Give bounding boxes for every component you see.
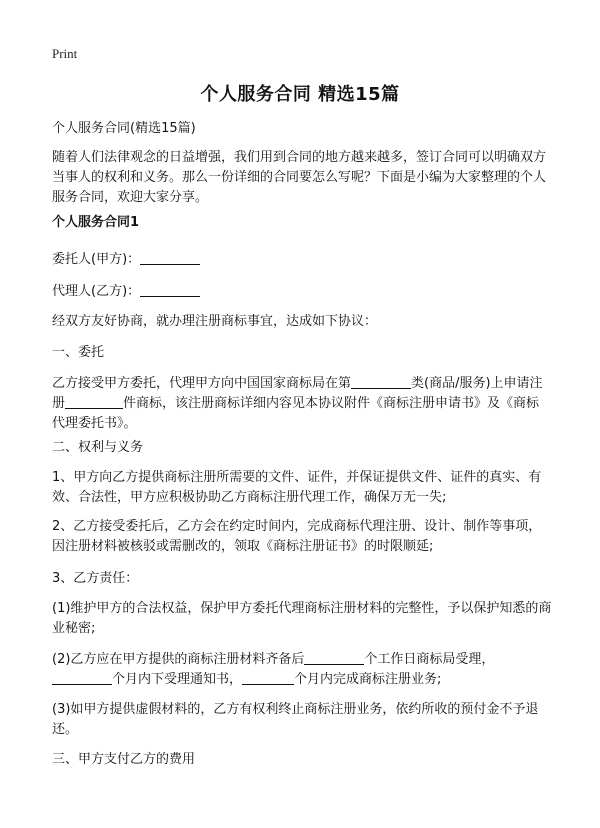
principal-line — [52, 250, 552, 270]
section-1-text-c: 件商标，该注册商标详细内容见本协议附件《商标注册申请书》及《商标代理委托书》。 — [52, 396, 540, 431]
working-days-blank — [304, 650, 364, 665]
document-title: 个人服务合同 精选15篇 — [200, 84, 400, 105]
section-1-title: 一、委托 — [52, 345, 105, 360]
responsibility-2-text-c: 个月内下受理通知书， — [112, 672, 243, 687]
section-4-title: 三、甲方支付乙方的费用 — [52, 752, 196, 767]
section-1-body — [52, 374, 552, 434]
agent-label: 代理人(乙方)： — [52, 284, 141, 299]
principal-label: 委托人(甲方)： — [52, 252, 141, 267]
responsibility-2-text-a: (2)乙方应在甲方提供的商标注册材料齐备后 — [52, 652, 305, 667]
document-subtitle: 个人服务合同(精选15篇) — [52, 121, 196, 136]
section-3-title: 3、乙方责任： — [52, 571, 139, 586]
responsibility-1: (1)维护甲方的合法权益，保护甲方委托代理商标注册材料的完整性，予以保护知悉的商业秘密; — [52, 601, 552, 636]
section-1-text-b: 类(商品/服务)上申请注册 — [52, 376, 543, 411]
section-1-text-a: 乙方接受甲方委托，代理甲方向中国国家商标局在第 — [52, 376, 352, 391]
section-2-title: 二、权利与义务 — [52, 440, 144, 455]
class-number-blank — [351, 374, 411, 389]
notice-months-blank — [52, 670, 112, 685]
responsibility-2 — [52, 650, 552, 690]
responsibility-2-text-d: 个月内完成商标注册业务; — [294, 672, 442, 687]
agent-blank — [140, 282, 200, 297]
intro-paragraph: 随着人们法律观念的日益增强，我们用到合同的地方越来越多，签订合同可以明确双方当事人的权利和义务。那么一份详细的合同要怎么写呢？下面是小编为大家整理的个人服务合同，欢迎大家分享。 — [52, 150, 547, 205]
section-2-item-1: 1、甲方向乙方提供商标注册所需要的文件、证件，并保证提供文件、证件的真实、有效、合法性，甲方应积极协助乙方商标注册代理工作，确保万无一失; — [52, 470, 542, 505]
completion-months-blank — [242, 670, 294, 685]
agreement-line: 经双方友好协商，就办理注册商标事宜，达成如下协议： — [52, 314, 378, 329]
trademark-count-blank — [65, 394, 123, 409]
responsibility-2-text-b: 个工作日商标局受理， — [364, 652, 495, 667]
contract-heading: 个人服务合同1 — [52, 215, 140, 230]
section-2-item-2: 2、乙方接受委托后，乙方会在约定时间内，完成商标代理注册、设计、制作等事项，因注册材料被核驳或需删改的，领取《商标注册证书》的时限顺延; — [52, 519, 542, 554]
responsibility-3: (3)如甲方提供虚假材料的，乙方有权利终止商标注册业务，依约所收的预付金不予退还。 — [52, 702, 539, 737]
print-link[interactable]: Print — [52, 46, 78, 61]
agent-line — [52, 282, 552, 302]
principal-blank — [140, 250, 200, 265]
